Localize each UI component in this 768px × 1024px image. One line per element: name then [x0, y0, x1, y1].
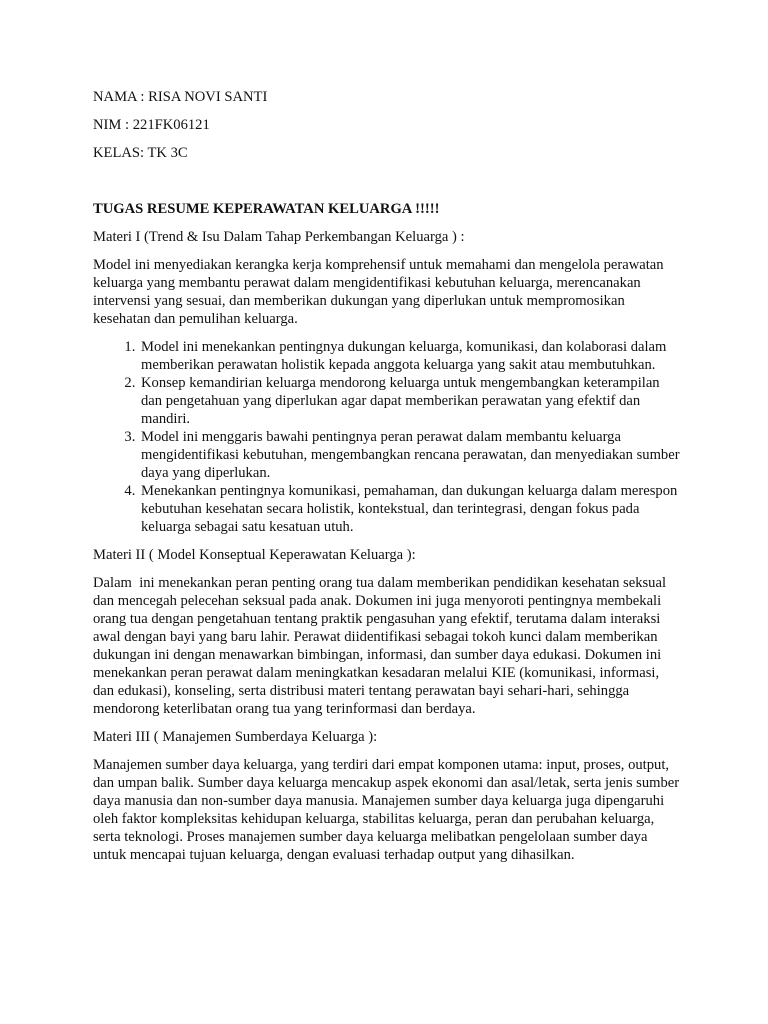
list-item: 3. Model ini menggaris bawahi pentingnya peran perawat dalam membantu keluarga mengidentifikasi kebutuhan, mengembangkan rencana perawatan, dan menyediakan sumber daya yang diperlukan.: [139, 428, 683, 482]
materi2-body: Dalam ini menekankan peran penting orang tua dalam memberikan pendidikan kesehatan seksual dan mencegah pelecehan seksual pada anak. Dokumen ini juga menyoroti pentingnya membekali orang tua dengan pengetahuan tentang praktik pengasuhan yang efektif, terutama dalam interaksi awal dengan bayi yang baru lahir. Perawat diidentifikasi sebagai tokoh kunci dalam memberikan dukungan ini dengan menawarkan bimbingan, informasi, dan sumber daya edukasi. Dokumen ini menekankan peran perawat dalam meningkatkan kesadaran melalui KIE (komunikasi, informasi, dan edukasi), konseling, serta distribusi materi tentang perawatan bayi sehari-hari, sehingga mendorong keterlibatan orang tua yang terinformasi dan berdaya.: [93, 575, 670, 717]
document-page: [93, 88, 683, 874]
materi1-intro: Model ini menyediakan kerangka kerja komprehensif untuk memahami dan mengelola perawatan keluarga yang membantu perawat dalam mengidentifikasi kebutuhan keluarga, merencanakan intervensi yang sesuai, dan memberikan dukungan yang diperlukan untuk mempromosikan kesehatan dan pemulihan keluarga.: [93, 257, 664, 327]
materi2-heading: Materi II ( Model Konseptual Keperawatan Keluarga ):: [93, 547, 416, 563]
materi3-heading: Materi III ( Manajemen Sumberdaya Keluarga ):: [93, 729, 378, 745]
list-item: 4. Menekankan pentingnya komunikasi, pemahaman, dan dukungan keluarga dalam merespon kebutuhan kesehatan secara holistik, kontekstual, dan terintegrasi, dengan fokus pada keluarga sebagai satu kesatuan utuh.: [139, 482, 683, 536]
student-class: KELAS: TK 3C: [93, 145, 188, 161]
student-nim: NIM : 221FK06121: [93, 117, 210, 133]
list-item: 2. Konsep kemandirian keluarga mendorong keluarga untuk mengembangkan keterampilan dan pengetahuan yang diperlukan agar dapat memberikan perawatan yang efektif dan mandiri.: [139, 374, 683, 428]
materi3-body: Manajemen sumber daya keluarga, yang terdiri dari empat komponen utama: input, proses, output, dan umpan balik. Sumber daya keluarga mencakup aspek ekonomi dan asal/letak, serta jenis sumber daya manusia dan non-sumber daya manusia. Manajemen sumber daya keluarga juga dipengaruhi oleh faktor kompleksitas kehidupan keluarga, stabilitas keluarga, peran dan perubahan keluarga, serta teknologi. Proses manajemen sumber daya keluarga melibatkan pengelolaan sumber daya untuk mencapai tujuan keluarga, dengan evaluasi terhadap output yang dihasilkan.: [93, 757, 680, 863]
materi1-heading: Materi I (Trend & Isu Dalam Tahap Perkembangan Keluarga ) :: [93, 229, 465, 245]
list-item: 1. Model ini menekankan pentingnya dukungan keluarga, komunikasi, dan kolaborasi dalam memberikan perawatan holistik kepada anggota keluarga yang sakit atau membutuhkan.: [139, 338, 683, 374]
materi1-points-list: [93, 338, 683, 536]
spacer: [93, 172, 683, 200]
document-title: TUGAS RESUME KEPERAWATAN KELUARGA !!!!!: [93, 201, 440, 217]
student-name: NAMA : RISA NOVI SANTI: [93, 89, 268, 105]
